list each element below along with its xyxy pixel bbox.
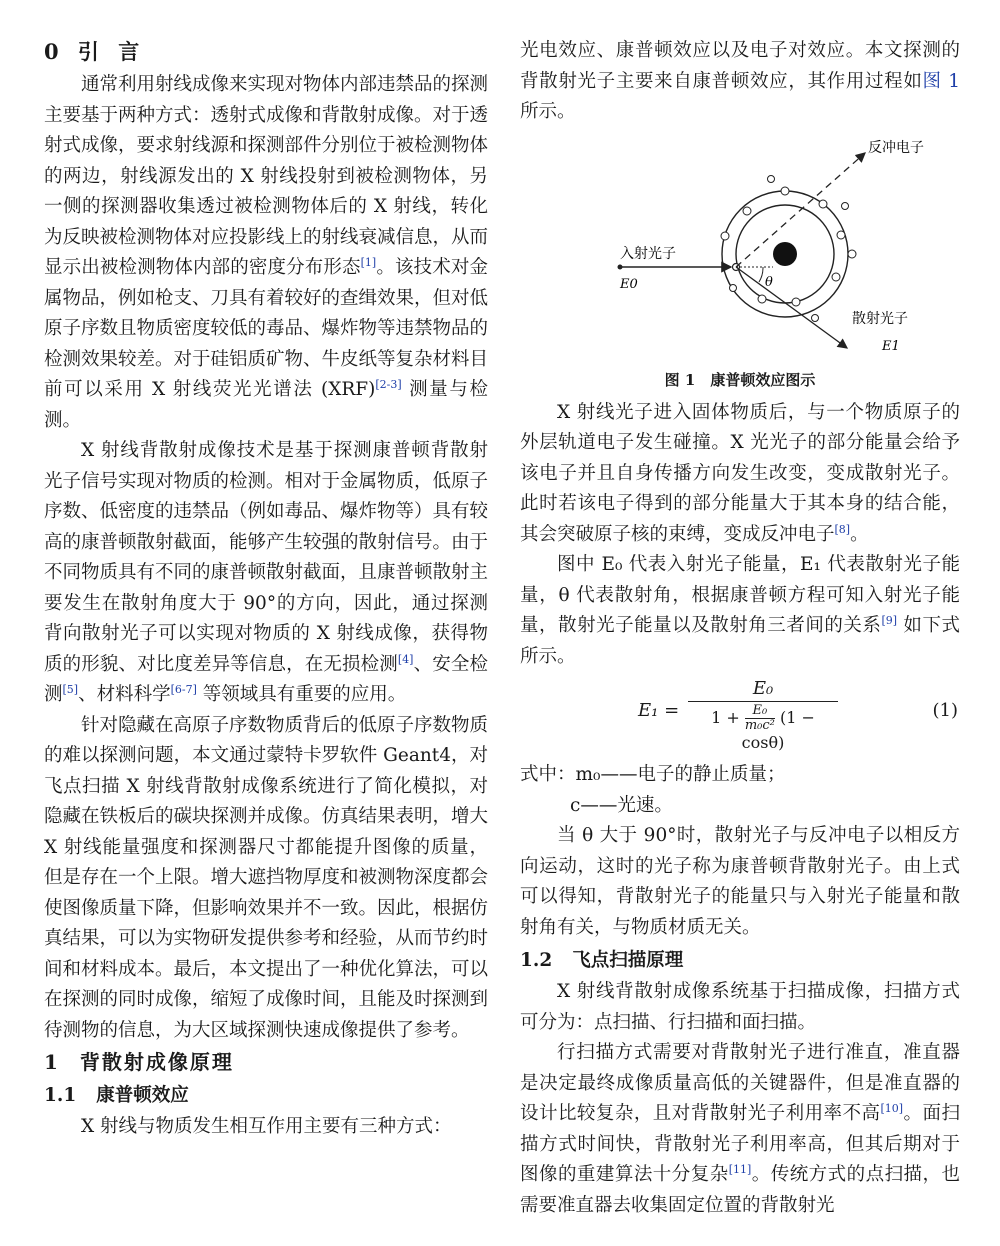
paragraph-equation-intro: 图中 E₀ 代表入射光子能量，E₁ 代表散射光子能量，θ 代表散射角，根据康普顿方程可知入射光子能量，散射光子能量以及散射角三者间的关系[9] 如下式所示。 [520,554,960,667]
subsection-heading-1-2: 1.2 飞点扫描原理 [520,950,684,971]
subsection-heading-1-1: 1.1 康普顿效应 [44,1085,189,1106]
equation-number: (1) [932,700,958,721]
section-heading-1: 1 背散射成像原理 [44,1050,234,1074]
svg-text:E1: E1 [882,338,900,354]
svg-text:反冲电子: 反冲电子 [868,139,924,156]
right-column [520,36,960,1221]
definition-c: c——光速。 [570,794,673,816]
citation-ref[interactable]: [10] [880,1101,904,1115]
section-heading-intro: 0 引 言 [44,39,146,64]
recoil-arrow [736,153,865,267]
paragraph-line-scan: 行扫描方式需要对背散射光子进行准直，准直器是决定最终成像质量高低的关键器件，但是准直器的设计比较复杂，且对背散射光子利用率不高[10]。面扫描方式时间快，背散射光子利用率高，但其后期对于图像的重建算法十分复杂[11]。传统方式的点扫描，也需要准直器去收集固定位置的背散射光 [520,1042,960,1216]
citation-ref[interactable]: [9] [881,613,898,627]
paragraph-intro-3: 针对隐藏在高原子序数物质背后的低原子序数物质的难以探测问题，本文通过蒙特卡罗软件 Geant4，对飞点扫描 X 射线背散射成像系统进行了简化模拟，对隐藏在铁板后的碳块探测并成像。仿真结果表明，增大 X 射线能量强度和探测器尺寸都能提升图像的质量，但是存在一个上限。增大遮挡物厚度和被测物深度都会使图像质量下降，但影响效果并不一致。因此，根据仿真结果，可以为实物研发提供参考和经验，从而节约时间和材料成本。最后，本文提出了一种优化算法，可以在探测的同时成像，缩短了成像时间，且能及时探测到待测物的信息，为大区域探测快速成像提供了参考。 [44,714,489,1041]
paragraph-intro-2: X 射线背散射成像技术是基于探测康普顿背散射光子信号实现对物质的检测。相对于金属物质，低原子序数、低密度的违禁品（例如毒品、爆炸物等）具有较高的康普顿散射截面，能够产生较强的散射信号。由于不同物质具有不同的康普顿散射截面，且康普顿散射主要发生在散射角度大于 90°的方向，因此，通过探测背向散射光子可以实现对物质的 X 射线成像，获得物质的形貌、对比度差异等信息，在无损检测[4]、安全检测[5]、材料科学[6-7] 等领域具有重要的应用。 [44,440,489,705]
figure-link[interactable]: 图 1 [922,70,960,92]
equation-fraction: E₀ 1 + $\frac{\text{E₀}}{\text{m₀c²}}$ (1 − cosθ) [688,678,838,752]
svg-text:E0: E0 [620,276,638,292]
svg-text:散射光子: 散射光子 [852,310,908,327]
compton-diagram [575,138,924,364]
paragraph-compton-desc: X 射线光子进入固体物质后，与一个物质原子的外层轨道电子发生碰撞。X 光光子的部分能量会给予该电子并且自身传播方向发生改变，变成散射光子。此时若该电子得到的部分能量大于其本身的结合能，其会突破原子核的束缚，变成反冲电子[8]。 [520,401,960,545]
paragraph-compton-intro: X 射线与物质发生相互作用主要有三种方式： [81,1116,452,1137]
citation-ref[interactable]: [2-3] [375,377,402,391]
figure-caption: 图 1 康普顿效应图示 [664,370,816,389]
paragraph-backscatter: 当 θ 大于 90°时，散射光子与反冲电子以相反方向运动，这时的光子称为康普顿背散射光子。由上式可以得知，背散射光子的能量只与入射光子能量和散射角有关，与物质材质无关。 [520,825,960,938]
citation-ref[interactable]: [1] [360,255,377,269]
citation-ref[interactable]: [4] [397,652,414,666]
left-column [44,36,488,1143]
definition-m0: 式中：m₀——电子的静止质量； [520,764,786,785]
citation-ref[interactable]: [6-7] [170,682,197,696]
citation-ref[interactable]: [5] [62,682,79,696]
figure-compton [520,138,960,392]
paragraph-intro-1: 通常利用射线成像来实现对物体内部违禁品的探测主要基于两种方式：透射式成像和背散射成像。对于透射式成像，要求射线源和探测部件分别位于被检测物体的两边，射线源发出的 X 射线投射到被检测物体，另一侧的探测器收集透过被检测物体后的 X 射线，转化为反映被检测物体对应投影线上的射线衰减信息，从而显示出被检测物体内部的密度分布形态[1]。该技术对金属物品，例如枪支、刀具有着较好的查缉效果，但对低原子序数且物质密度较低的毒品、爆炸物等违禁物品的检测效果较差。对于硅铝质矿物、牛皮纸等复杂材料目前可以采用 X 射线荧光光谱法 (XRF)[2-3] 测量与检测。 [44,74,489,431]
svg-text:入射光子: 入射光子 [620,245,676,262]
svg-text:θ: θ [765,274,773,290]
paragraph-scan-types: X 射线背散射成像系统基于扫描成像，扫描方式可分为：点扫描、行扫描和面扫描。 [520,981,960,1033]
citation-ref[interactable]: [11] [728,1162,752,1176]
nucleus [773,242,797,266]
equation-compton: E₁ = E₀ 1 + $\frac{\text{E₀}}{\text{m₀c²}}$ (1 − cosθ) (1) [638,678,958,752]
paragraph-continued: 光电效应、康普顿效应以及电子对效应。本文探测的背散射光子主要来自康普顿效应，其作用过程如图 1 所示。 [520,40,960,122]
citation-ref[interactable]: [8] [834,522,851,536]
